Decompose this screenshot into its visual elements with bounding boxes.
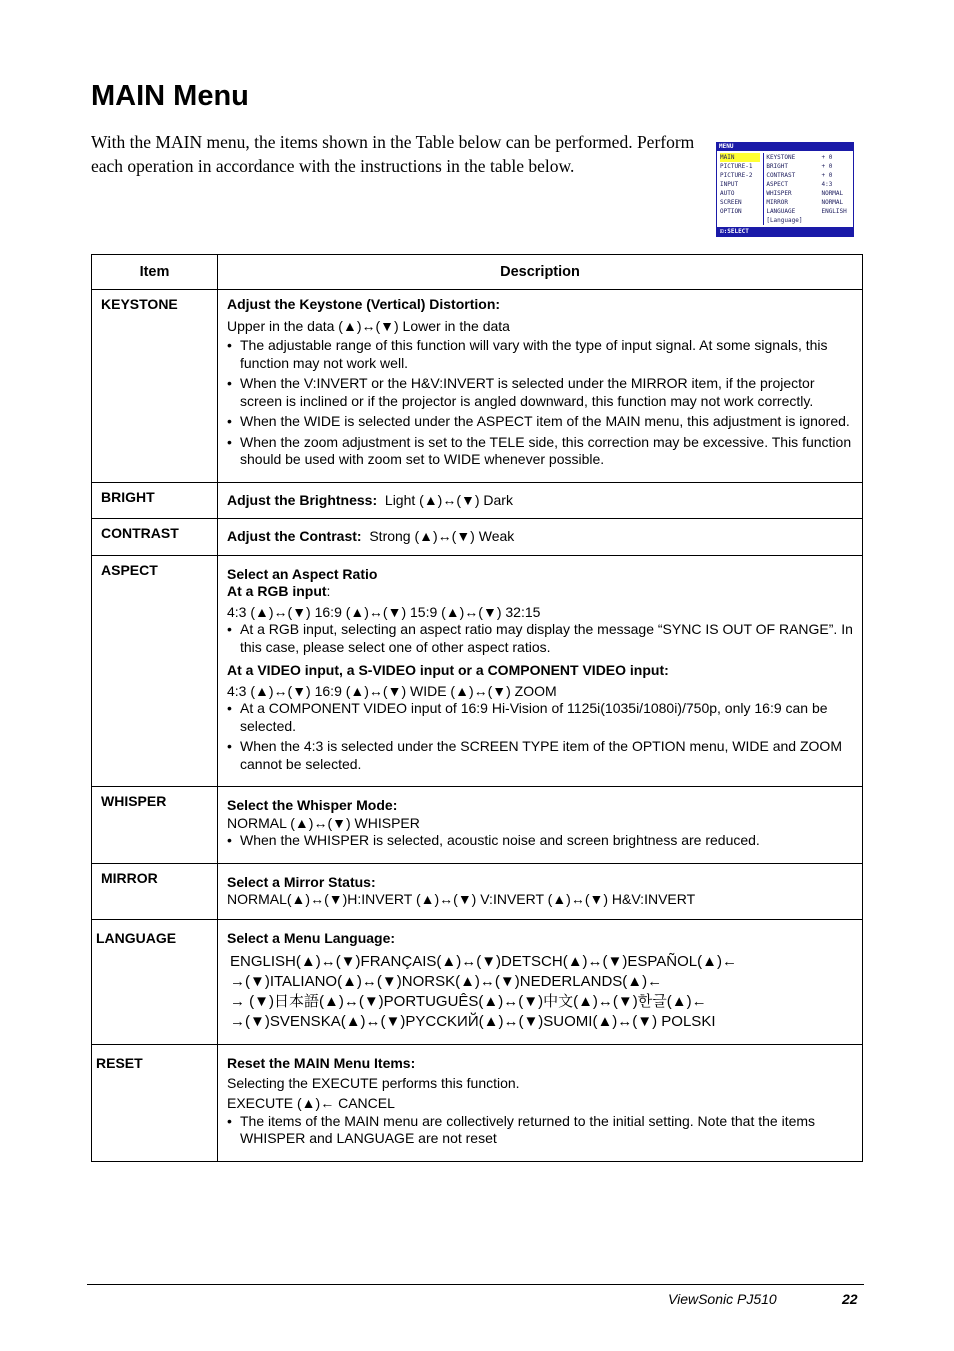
osd-title: MENU xyxy=(717,143,853,151)
osd-item: OPTION xyxy=(720,208,742,215)
item-keystone: KEYSTONE xyxy=(92,290,218,483)
item-aspect: ASPECT xyxy=(92,555,218,787)
desc-line: NORMAL (▲)↔(▼) WHISPER xyxy=(227,814,420,831)
osd-item: INPUT xyxy=(720,181,739,188)
table-row xyxy=(92,555,863,787)
desc-bright xyxy=(218,482,863,519)
osd-sub-item: BRIGHT xyxy=(766,163,789,170)
item-reset: RESET xyxy=(92,1045,218,1162)
bullet-item: • At a RGB input, selecting an aspect ratio may display the message “SYNC IS OUT OF RANGE”. In this case, please select one of other aspect ratios. xyxy=(227,621,854,656)
bullet-list xyxy=(227,700,854,773)
desc-line: Light (▲)↔(▼) Dark xyxy=(384,491,513,508)
osd-sub-item: [Language] xyxy=(766,217,803,224)
language-line: →(▼)SVENSKA(▲)↔(▼)PYCCKИЙ(▲)↔(▼)SUOMI(▲)↔(▼) POLSKI xyxy=(230,1013,716,1030)
bullet-item: • The adjustable range of this function will vary with the type of input signal. At some signals, this function may not work well. xyxy=(227,337,854,372)
item-language: LANGUAGE xyxy=(92,919,218,1045)
intro-paragraph: With the MAIN menu, the items shown in the Table below can be performed. Perform each operation in accordance with the instructions in the table below. xyxy=(91,132,695,176)
osd-item: AUTO xyxy=(720,190,735,197)
osd-item-main: MAIN xyxy=(720,153,760,162)
osd-item: PICTURE-2 xyxy=(720,172,753,179)
main-menu-table xyxy=(91,254,863,1162)
osd-value: + 0 xyxy=(821,154,833,161)
header-description: Description xyxy=(218,255,863,290)
desc-heading: Adjust the Keystone (Vertical) Distortion: xyxy=(227,296,501,312)
bullet-list xyxy=(227,1113,854,1148)
item-whisper: WHISPER xyxy=(92,787,218,864)
desc-reset xyxy=(218,1045,863,1162)
bullet-item: • When the 4:3 is selected under the SCREEN TYPE item of the OPTION menu, WIDE and ZOOM cannot be selected. xyxy=(227,738,854,773)
desc-language xyxy=(218,919,863,1045)
table-row xyxy=(92,787,863,864)
bullet-list xyxy=(227,832,854,850)
bullet-list xyxy=(227,621,854,656)
osd-item: SCREEN xyxy=(720,199,742,206)
table-header-row xyxy=(92,255,863,290)
table-row xyxy=(92,482,863,519)
desc-heading: Select a Menu Language: xyxy=(227,929,396,946)
desc-whisper xyxy=(218,787,863,864)
desc-heading: Select an Aspect Ratio xyxy=(227,565,378,582)
desc-heading: Adjust the Brightness: xyxy=(227,491,378,508)
desc-heading: Select a Mirror Status: xyxy=(227,873,376,890)
bullet-list xyxy=(227,337,854,469)
osd-sub-item: CONTRAST xyxy=(766,172,796,179)
desc-heading: Adjust the Contrast: xyxy=(227,528,362,544)
item-mirror: MIRROR xyxy=(92,863,218,919)
video-heading: At a VIDEO input, a S-VIDEO input or a COMPONENT VIDEO input: xyxy=(227,662,669,678)
osd-value-column xyxy=(821,153,851,225)
page-title: MAIN Menu xyxy=(91,80,249,112)
desc-contrast xyxy=(218,519,863,556)
desc-line: 4:3 (▲)↔(▼) 16:9 (▲)↔(▼) 15:9 (▲)↔(▼) 32:15 xyxy=(227,603,541,620)
desc-line: 4:3 (▲)↔(▼) 16:9 (▲)↔(▼) WIDE (▲)↔(▼) ZOOM xyxy=(227,682,557,699)
language-line: → (▼)日本語(▲)↔(▼)PORTUGUÊS(▲)↔(▼)中文(▲)↔(▼)한글(▲)← xyxy=(230,993,707,1010)
osd-value: NORMAL xyxy=(821,190,844,197)
osd-footer xyxy=(717,227,853,236)
table-row xyxy=(92,519,863,556)
bullet-item: • When the V:INVERT or the H&V:INVERT is selected under the MIRROR item, if the projector screen is inclined or if the projector is angled downward, this function may not work correctly. xyxy=(227,375,854,410)
osd-footer-label: :SELECT xyxy=(723,228,749,235)
osd-sub-item: WHISPER xyxy=(766,190,792,197)
desc-line: Upper in the data (▲)↔(▼) Lower in the data xyxy=(227,317,510,334)
footer-product: ViewSonic PJ510 xyxy=(668,1291,777,1307)
osd-menu-column xyxy=(720,153,763,225)
desc-heading: Select the Whisper Mode: xyxy=(227,797,398,813)
bullet-item: • When the WIDE is selected under the ASPECT item of the MAIN menu, this adjustment is ignored. xyxy=(227,413,854,431)
language-line: ENGLISH(▲)↔(▼)FRANÇAIS(▲)↔(▼)DETSCH(▲)↔(▼)ESPAÑOL(▲)← xyxy=(230,953,737,970)
rgb-label: At a RGB input xyxy=(227,583,327,599)
osd-item: PICTURE-1 xyxy=(720,163,753,170)
desc-heading: Reset the MAIN Menu Items: xyxy=(227,1055,416,1071)
desc-line: Selecting the EXECUTE performs this function. xyxy=(227,1074,520,1091)
osd-menu-thumbnail xyxy=(716,142,854,237)
item-contrast: CONTRAST xyxy=(92,519,218,556)
language-line: →(▼)ITALIANO(▲)↔(▼)NORSK(▲)↔(▼)NEDERLANDS(▲)← xyxy=(230,973,663,990)
desc-line: Strong (▲)↔(▼) Weak xyxy=(369,528,515,544)
desc-mirror xyxy=(218,863,863,919)
header-item: Item xyxy=(92,255,218,290)
osd-sub-item: LANGUAGE xyxy=(766,208,796,215)
footer-rule xyxy=(87,1284,864,1285)
bullet-item: • At a COMPONENT VIDEO input of 16:9 Hi-Vision of 1125i(1035i/1080i)/750p, only 16:9 can be selected. xyxy=(227,700,854,735)
desc-line: NORMAL(▲)↔(▼)H:INVERT (▲)↔(▼) V:INVERT (▲)↔(▼) H&V:INVERT xyxy=(227,891,696,907)
rgb-colon: : xyxy=(326,583,331,599)
desc-keystone xyxy=(218,290,863,483)
osd-value: + 0 xyxy=(821,172,833,179)
osd-value: NORMAL xyxy=(821,199,844,206)
select-icon: ⊡ xyxy=(720,228,724,235)
bullet-item: • The items of the MAIN menu are collectively returned to the initial setting. Note that the items WHISPER and LANGUAGE are not reset xyxy=(227,1113,854,1148)
table-row xyxy=(92,290,863,483)
table-row xyxy=(92,919,863,1045)
desc-aspect xyxy=(218,555,863,787)
table-row xyxy=(92,863,863,919)
osd-value: 4:3 xyxy=(821,181,833,188)
osd-sub-item: KEYSTONE xyxy=(766,154,796,161)
bullet-item: • When the WHISPER is selected, acoustic noise and screen brightness are reduced. xyxy=(227,832,854,850)
bullet-item: • When the zoom adjustment is set to the TELE side, this correction may be excessive. This function should be used with zoom set to WIDE whenever possible. xyxy=(227,434,854,469)
page-number: 22 xyxy=(842,1291,858,1307)
osd-sub-column xyxy=(763,153,821,225)
desc-line: EXECUTE (▲)← CANCEL xyxy=(227,1095,395,1111)
osd-value: + 0 xyxy=(821,163,833,170)
item-bright: BRIGHT xyxy=(92,482,218,519)
osd-sub-item: MIRROR xyxy=(766,199,789,206)
osd-sub-item: ASPECT xyxy=(766,181,789,188)
osd-value: ENGLISH xyxy=(821,208,847,215)
table-row xyxy=(92,1045,863,1162)
